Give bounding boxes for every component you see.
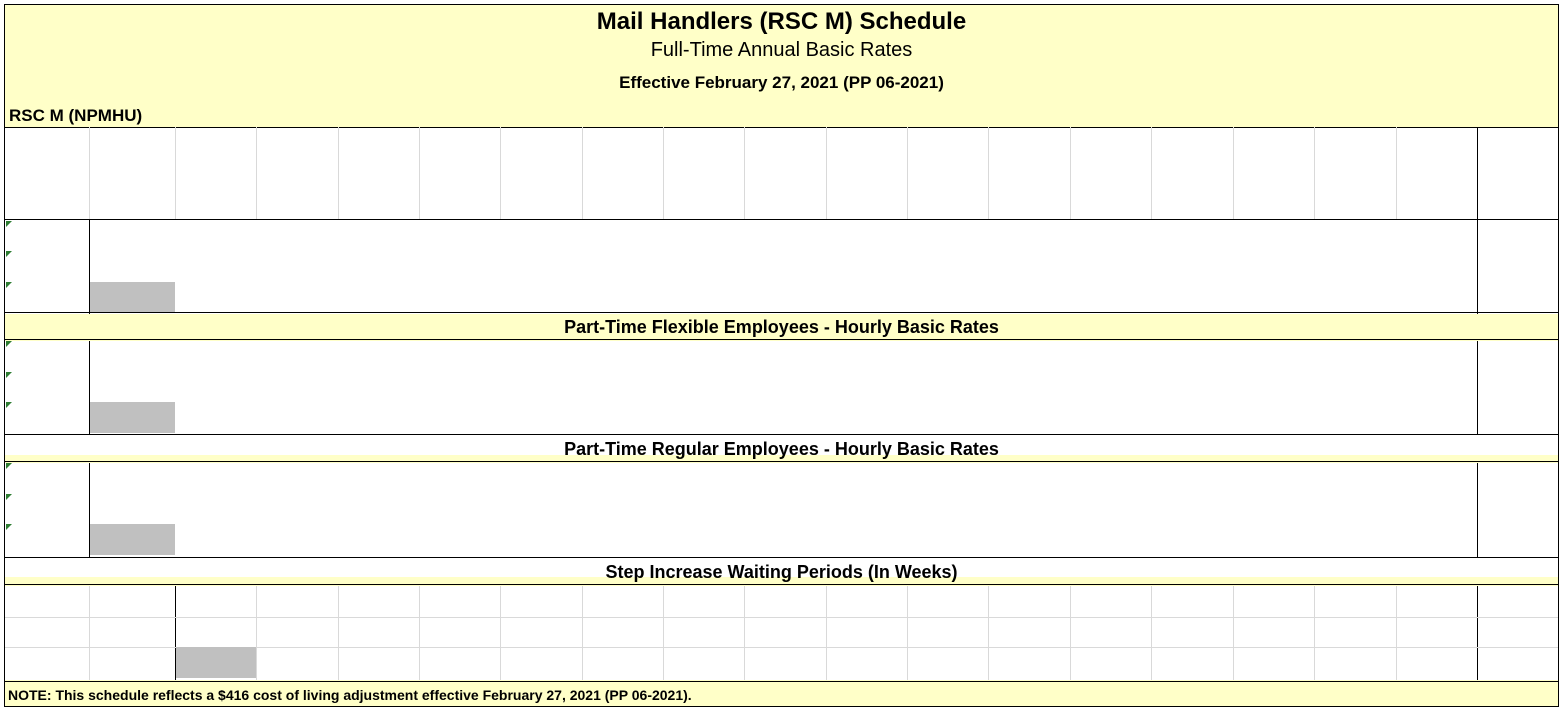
grade-header xyxy=(5,158,89,189)
waiting-weeks-cell xyxy=(419,647,500,678)
annual-rate-cell xyxy=(338,251,419,282)
ptf-rate-cell xyxy=(1070,372,1151,403)
annual-rate-cell xyxy=(988,251,1070,282)
step-range-header xyxy=(1070,586,1151,617)
grade-header xyxy=(5,188,89,219)
annual-rate-cell xyxy=(1396,282,1477,313)
salary-schedule-sheet xyxy=(4,4,1559,707)
waiting-weeks-cell xyxy=(1314,617,1396,648)
waiting-weeks-cell xyxy=(744,617,826,648)
annual-rate-cell xyxy=(256,221,338,252)
grade-cell xyxy=(5,372,89,403)
waiting-weeks-cell xyxy=(988,617,1070,648)
waiting-weeks-cell xyxy=(1233,647,1314,678)
ptf-rate-cell xyxy=(744,341,826,372)
ptf-rate-cell xyxy=(500,341,582,372)
ptf-rate-cell xyxy=(744,402,826,433)
annual-rate-cell xyxy=(582,282,663,313)
waiting-weeks-cell xyxy=(500,647,582,678)
waiting-weeks-cell xyxy=(1070,647,1151,678)
annual-rate-cell xyxy=(1396,221,1477,252)
ptf-rate-cell xyxy=(907,372,988,403)
ptr-rate-cell xyxy=(175,463,256,494)
ptf-rate-cell xyxy=(988,402,1070,433)
annual-rate-cell xyxy=(582,251,663,282)
annual-rate-cell xyxy=(1151,282,1233,313)
ptf-rate-cell xyxy=(907,402,988,433)
step-range-header xyxy=(338,586,419,617)
waiting-weeks-cell xyxy=(256,617,338,648)
ptf-rate-cell xyxy=(582,341,663,372)
annual-rate-cell xyxy=(1070,221,1151,252)
schedule-note: NOTE: This schedule reflects a $416 cost of living adjustment effective February 27, 2021 (PP 06-2021). xyxy=(5,681,1558,707)
annual-rate-cell xyxy=(1070,282,1151,313)
annual-rate-cell xyxy=(419,221,500,252)
ptr-rate-cell xyxy=(1233,463,1314,494)
ptr-rate-cell xyxy=(175,494,256,525)
step-header xyxy=(500,188,582,219)
step-header xyxy=(1396,188,1477,219)
ptr-rate-cell xyxy=(1314,524,1396,555)
ptr-rate-cell xyxy=(1396,494,1477,525)
ptf-rate-cell xyxy=(500,372,582,403)
step-header xyxy=(1070,188,1151,219)
ptr-rate-cell xyxy=(582,463,663,494)
ptr-rate-cell xyxy=(826,524,907,555)
waiting-weeks-cell xyxy=(500,617,582,648)
annual-rate-cell xyxy=(1233,282,1314,313)
ptf-rate-cell xyxy=(1314,402,1396,433)
grade-cell xyxy=(5,524,89,555)
ptr-rate-cell xyxy=(907,524,988,555)
ptr-rate-cell xyxy=(500,463,582,494)
step-header xyxy=(582,188,663,219)
annual-rate-cell xyxy=(744,251,826,282)
step-range-header xyxy=(582,586,663,617)
ptr-rate-cell xyxy=(89,463,175,494)
step-header xyxy=(907,188,988,219)
annual-rate-cell xyxy=(744,282,826,313)
waiting-row-label xyxy=(5,617,175,648)
ptf-rate-cell xyxy=(1151,402,1233,433)
grade-cell xyxy=(5,282,89,313)
years-cell xyxy=(1477,647,1558,678)
annual-rate-cell xyxy=(907,282,988,313)
annual-rate-cell xyxy=(500,251,582,282)
ptr-rate-cell xyxy=(338,463,419,494)
annual-rate-cell xyxy=(500,282,582,313)
step-header xyxy=(1233,188,1314,219)
ptf-rate-cell xyxy=(419,402,500,433)
step-header xyxy=(744,188,826,219)
years-header xyxy=(1477,586,1558,617)
ptr-rate-cell xyxy=(744,494,826,525)
step-header xyxy=(1314,188,1396,219)
ptf-rate-cell xyxy=(582,402,663,433)
annual-rate-cell xyxy=(826,282,907,313)
ptr-rate-cell xyxy=(1396,463,1477,494)
waiting-weeks-cell xyxy=(256,647,338,678)
ptr-section-title: Part-Time Regular Employees - Hourly Basic Rates xyxy=(5,434,1558,462)
waiting-weeks-cell xyxy=(1396,617,1477,648)
waiting-weeks-cell xyxy=(744,647,826,678)
annual-rate-cell xyxy=(988,221,1070,252)
schedule-title: Mail Handlers (RSC M) Schedule xyxy=(596,8,967,35)
annual-rate-cell xyxy=(1233,251,1314,282)
step-range-header xyxy=(1314,586,1396,617)
ptr-rate-cell xyxy=(1151,463,1233,494)
ptr-rate-cell xyxy=(419,494,500,525)
step-range-header xyxy=(419,586,500,617)
annual-rate-cell xyxy=(582,221,663,252)
ptr-rate-cell xyxy=(907,494,988,525)
ptr-rate-cell xyxy=(663,524,744,555)
step-range-header xyxy=(1233,586,1314,617)
most-prev-step-cell xyxy=(1477,221,1558,252)
grade-cell xyxy=(5,341,89,372)
ptf-rate-cell xyxy=(338,402,419,433)
annual-rate-cell xyxy=(1151,221,1233,252)
header-bottom-border xyxy=(5,219,1558,220)
step-header xyxy=(175,188,256,219)
ptf-rate-cell xyxy=(826,372,907,403)
step-range-header xyxy=(988,586,1070,617)
annual-rate-cell xyxy=(338,282,419,313)
annual-rate-cell xyxy=(1314,282,1396,313)
ptf-rate-cell xyxy=(1233,402,1314,433)
header-top-border xyxy=(5,127,1558,128)
empty-rate-cell xyxy=(90,402,175,433)
ptf-rate-cell xyxy=(663,402,744,433)
annual-rate-cell xyxy=(1233,221,1314,252)
annual-rate-cell xyxy=(826,221,907,252)
ptr-rate-cell xyxy=(582,524,663,555)
ptf-gridline xyxy=(1477,341,1478,435)
ptr-rate-cell xyxy=(500,524,582,555)
waiting-weeks-cell xyxy=(907,617,988,648)
ptr-rate-cell xyxy=(988,494,1070,525)
ptf-rate-cell xyxy=(1314,372,1396,403)
ptr-gridline xyxy=(1477,463,1478,557)
grade-cell xyxy=(5,494,89,525)
ptr-rate-cell xyxy=(744,524,826,555)
grade-header xyxy=(5,127,89,158)
ptr-rate-cell xyxy=(907,463,988,494)
most-prev-step-header xyxy=(1477,188,1558,219)
annual-rate-cell xyxy=(663,282,744,313)
ptf-rate-cell xyxy=(338,341,419,372)
ptf-rate-cell xyxy=(744,372,826,403)
annual-rate-cell xyxy=(1314,221,1396,252)
ptf-rate-cell xyxy=(1070,402,1151,433)
annual-rate-cell xyxy=(256,282,338,313)
most-prev-step-header xyxy=(1477,127,1558,158)
ptf-rate-cell xyxy=(907,341,988,372)
ptr-rate-cell xyxy=(826,463,907,494)
waiting-weeks-cell xyxy=(1396,647,1477,678)
annual-rate-cell xyxy=(663,221,744,252)
ptr-rate-cell xyxy=(419,463,500,494)
annual-rate-cell xyxy=(907,251,988,282)
annual-rate-cell xyxy=(419,251,500,282)
ptr-rate-cell xyxy=(500,494,582,525)
ptf-rate-cell xyxy=(256,402,338,433)
years-cell xyxy=(1477,617,1558,648)
waiting-weeks-cell xyxy=(1151,647,1233,678)
annual-rate-cell xyxy=(256,251,338,282)
waiting-weeks-cell xyxy=(419,617,500,648)
most-prev-step-cell xyxy=(1477,282,1558,313)
ptf-rate-cell xyxy=(1151,341,1233,372)
annual-rate-cell xyxy=(1151,251,1233,282)
schedule-subtitle: Full-Time Annual Basic Rates xyxy=(650,39,913,61)
ptf-rate-cell xyxy=(419,372,500,403)
ptf-rate-cell xyxy=(256,341,338,372)
step-range-header xyxy=(826,586,907,617)
step-range-header xyxy=(175,586,256,617)
step-range-header xyxy=(744,586,826,617)
ptf-rate-cell xyxy=(175,372,256,403)
ptr-rate-cell xyxy=(1314,463,1396,494)
step-header xyxy=(988,188,1070,219)
ptr-rate-cell xyxy=(256,463,338,494)
ptf-rate-cell xyxy=(1151,372,1233,403)
annual-rate-cell xyxy=(500,221,582,252)
step-range-header xyxy=(500,586,582,617)
ptf-rate-cell xyxy=(1396,372,1477,403)
waiting-section-title: Step Increase Waiting Periods (In Weeks) xyxy=(5,557,1558,585)
ptr-rate-cell xyxy=(826,494,907,525)
ptf-rate-cell xyxy=(175,341,256,372)
ptf-rate-cell xyxy=(1314,341,1396,372)
ptr-rate-cell xyxy=(1233,494,1314,525)
step-range-header xyxy=(907,586,988,617)
ptr-rate-cell xyxy=(988,524,1070,555)
empty-waiting-cell xyxy=(176,647,256,678)
ptr-rate-cell xyxy=(256,494,338,525)
empty-rate-cell xyxy=(90,524,175,555)
waiting-weeks-cell xyxy=(907,647,988,678)
most-prev-step-header xyxy=(1477,158,1558,189)
grade-cell xyxy=(5,402,89,433)
annual-rate-cell xyxy=(988,282,1070,313)
waiting-weeks-cell xyxy=(663,617,744,648)
step-header xyxy=(89,188,175,219)
waiting-weeks-cell xyxy=(582,647,663,678)
ptr-rate-cell xyxy=(1070,463,1151,494)
ptf-rate-cell xyxy=(338,372,419,403)
most-prev-step-cell xyxy=(1477,251,1558,282)
step-range-header xyxy=(663,586,744,617)
waiting-weeks-cell xyxy=(1233,617,1314,648)
title-block xyxy=(5,5,1558,127)
ptf-rate-cell xyxy=(988,341,1070,372)
ptf-rate-cell xyxy=(175,402,256,433)
ptr-rate-cell xyxy=(1070,524,1151,555)
waiting-weeks-cell xyxy=(988,647,1070,678)
steps-from-to-label xyxy=(5,586,175,617)
table-label: RSC M (NPMHU) xyxy=(9,106,143,125)
annual-rate-cell xyxy=(826,251,907,282)
ptf-rate-cell xyxy=(1396,341,1477,372)
step-range-header xyxy=(1396,586,1477,617)
annual-rate-cell xyxy=(175,251,256,282)
step-range-header xyxy=(256,586,338,617)
step-header xyxy=(826,188,907,219)
grade-cell xyxy=(5,463,89,494)
waiting-weeks-cell xyxy=(663,647,744,678)
annual-rate-cell xyxy=(89,251,175,282)
ptf-rate-cell xyxy=(1070,341,1151,372)
ptr-rate-cell xyxy=(1396,524,1477,555)
ptr-rate-cell xyxy=(89,494,175,525)
ptf-rate-cell xyxy=(89,372,175,403)
ptf-section-title: Part-Time Flexible Employees - Hourly Basic Rates xyxy=(5,312,1558,340)
effective-date: Effective February 27, 2021 (PP 06-2021) xyxy=(619,73,944,92)
step-header xyxy=(338,188,419,219)
ptf-rate-cell xyxy=(1233,341,1314,372)
ptr-rate-cell xyxy=(419,524,500,555)
ptf-rate-cell xyxy=(500,402,582,433)
ptr-rate-cell xyxy=(338,494,419,525)
step-header xyxy=(1151,188,1233,219)
waiting-weeks-cell xyxy=(338,647,419,678)
annual-rate-cell xyxy=(419,282,500,313)
grade-cell xyxy=(5,251,89,282)
annual-rate-cell xyxy=(1070,251,1151,282)
annual-rate-cell xyxy=(663,251,744,282)
ptr-rate-cell xyxy=(582,494,663,525)
annual-rate-cell xyxy=(89,221,175,252)
waiting-weeks-cell xyxy=(826,647,907,678)
ptf-rate-cell xyxy=(582,372,663,403)
annual-rate-cell xyxy=(1314,251,1396,282)
annual-rate-cell xyxy=(175,221,256,252)
ptf-rate-cell xyxy=(826,402,907,433)
ptf-rate-cell xyxy=(988,372,1070,403)
ptr-rate-cell xyxy=(1314,494,1396,525)
annual-rate-cell xyxy=(338,221,419,252)
ptf-rate-cell xyxy=(1396,402,1477,433)
waiting-row-label xyxy=(5,647,175,678)
ptf-rate-cell xyxy=(663,372,744,403)
ptr-rate-cell xyxy=(1070,494,1151,525)
step-header xyxy=(419,188,500,219)
waiting-weeks-cell xyxy=(1314,647,1396,678)
empty-rate-cell xyxy=(90,282,175,313)
annual-rate-cell xyxy=(907,221,988,252)
ptr-rate-cell xyxy=(256,524,338,555)
waiting-weeks-cell xyxy=(1151,617,1233,648)
waiting-weeks-cell xyxy=(175,617,256,648)
ptf-rate-cell xyxy=(1233,372,1314,403)
ptr-rate-cell xyxy=(663,463,744,494)
waiting-weeks-cell xyxy=(582,617,663,648)
ptr-rate-cell xyxy=(1233,524,1314,555)
ptf-rate-cell xyxy=(419,341,500,372)
step-header xyxy=(663,188,744,219)
waiting-weeks-cell xyxy=(338,617,419,648)
ptf-rate-cell xyxy=(256,372,338,403)
annual-rate-cell xyxy=(744,221,826,252)
annual-rate-cell xyxy=(175,282,256,313)
ptr-rate-cell xyxy=(338,524,419,555)
ptf-rate-cell xyxy=(663,341,744,372)
ptf-rate-cell xyxy=(89,341,175,372)
ptr-rate-cell xyxy=(1151,524,1233,555)
ptr-rate-cell xyxy=(988,463,1070,494)
step-range-header xyxy=(1151,586,1233,617)
annual-rate-cell xyxy=(1396,251,1477,282)
waiting-weeks-cell xyxy=(826,617,907,648)
ptr-rate-cell xyxy=(744,463,826,494)
grade-cell xyxy=(5,221,89,252)
ptr-rate-cell xyxy=(663,494,744,525)
ptr-rate-cell xyxy=(1151,494,1233,525)
step-header xyxy=(256,188,338,219)
ptr-rate-cell xyxy=(175,524,256,555)
waiting-weeks-cell xyxy=(1070,617,1151,648)
ptf-rate-cell xyxy=(826,341,907,372)
